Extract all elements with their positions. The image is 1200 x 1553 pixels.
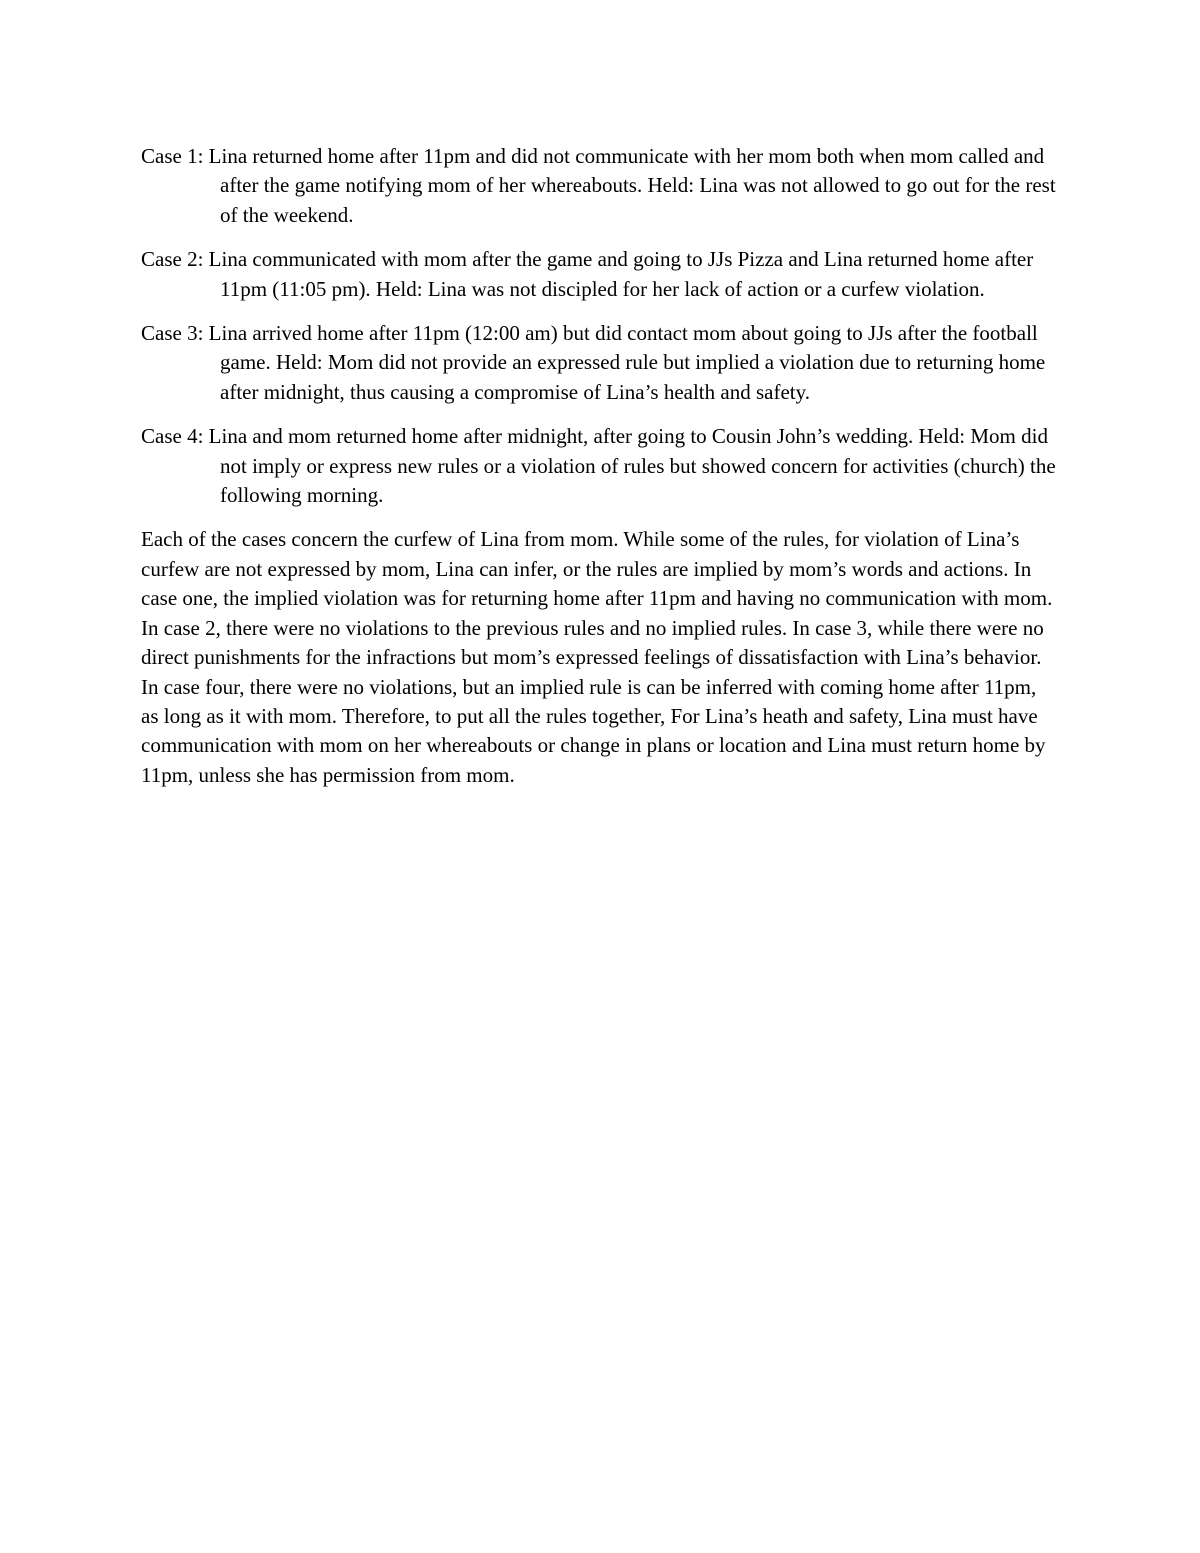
case-4-paragraph: Case 4: Lina and mom returned home after midnight, after going to Cousin John’s wedding. Held: Mom did not imply or express new rules or a violation of rules but showed concern for activities (church) the following morning.: [141, 424, 1056, 508]
summary-paragraph: Each of the cases concern the curfew of Lina from mom. While some of the rules, for violation of Lina’s curfew are not expressed by mom, Lina can infer, or the rules are implied by mom’s words and actions. In case one, the implied violation was for returning home after 11pm and having no communication with mom. In case 2, there were no violations to the previous rules and no implied rules. In case 3, while there were no direct punishments for the infractions but mom’s expressed feelings of dissatisfaction with Lina’s behavior. In case four, there were no violations, but an implied rule is can be inferred with coming home after 11pm, as long as it with mom. Therefore, to put all the rules together, For Lina’s heath and safety, Lina must have communication with mom on her whereabouts or change in plans or location and Lina must return home by 11pm, unless she has permission from mom.: [141, 527, 1053, 787]
document-body: [141, 142, 1056, 790]
case-2-paragraph: Case 2: Lina communicated with mom after the game and going to JJs Pizza and Lina returned home after 11pm (11:05 pm). Held: Lina was not discipled for her lack of action or a curfew violation.: [141, 247, 1034, 301]
case-3-paragraph: Case 3: Lina arrived home after 11pm (12:00 am) but did contact mom about going to JJs after the football game. Held: Mom did not provide an expressed rule but implied a violation due to returning home after midnight, thus causing a compromise of Lina’s health and safety.: [141, 321, 1046, 404]
case-1-paragraph: Case 1: Lina returned home after 11pm and did not communicate with her mom both when mom called and after the game notifying mom of her whereabouts. Held: Lina was not allowed to go out for the rest of the weekend.: [141, 144, 1056, 227]
